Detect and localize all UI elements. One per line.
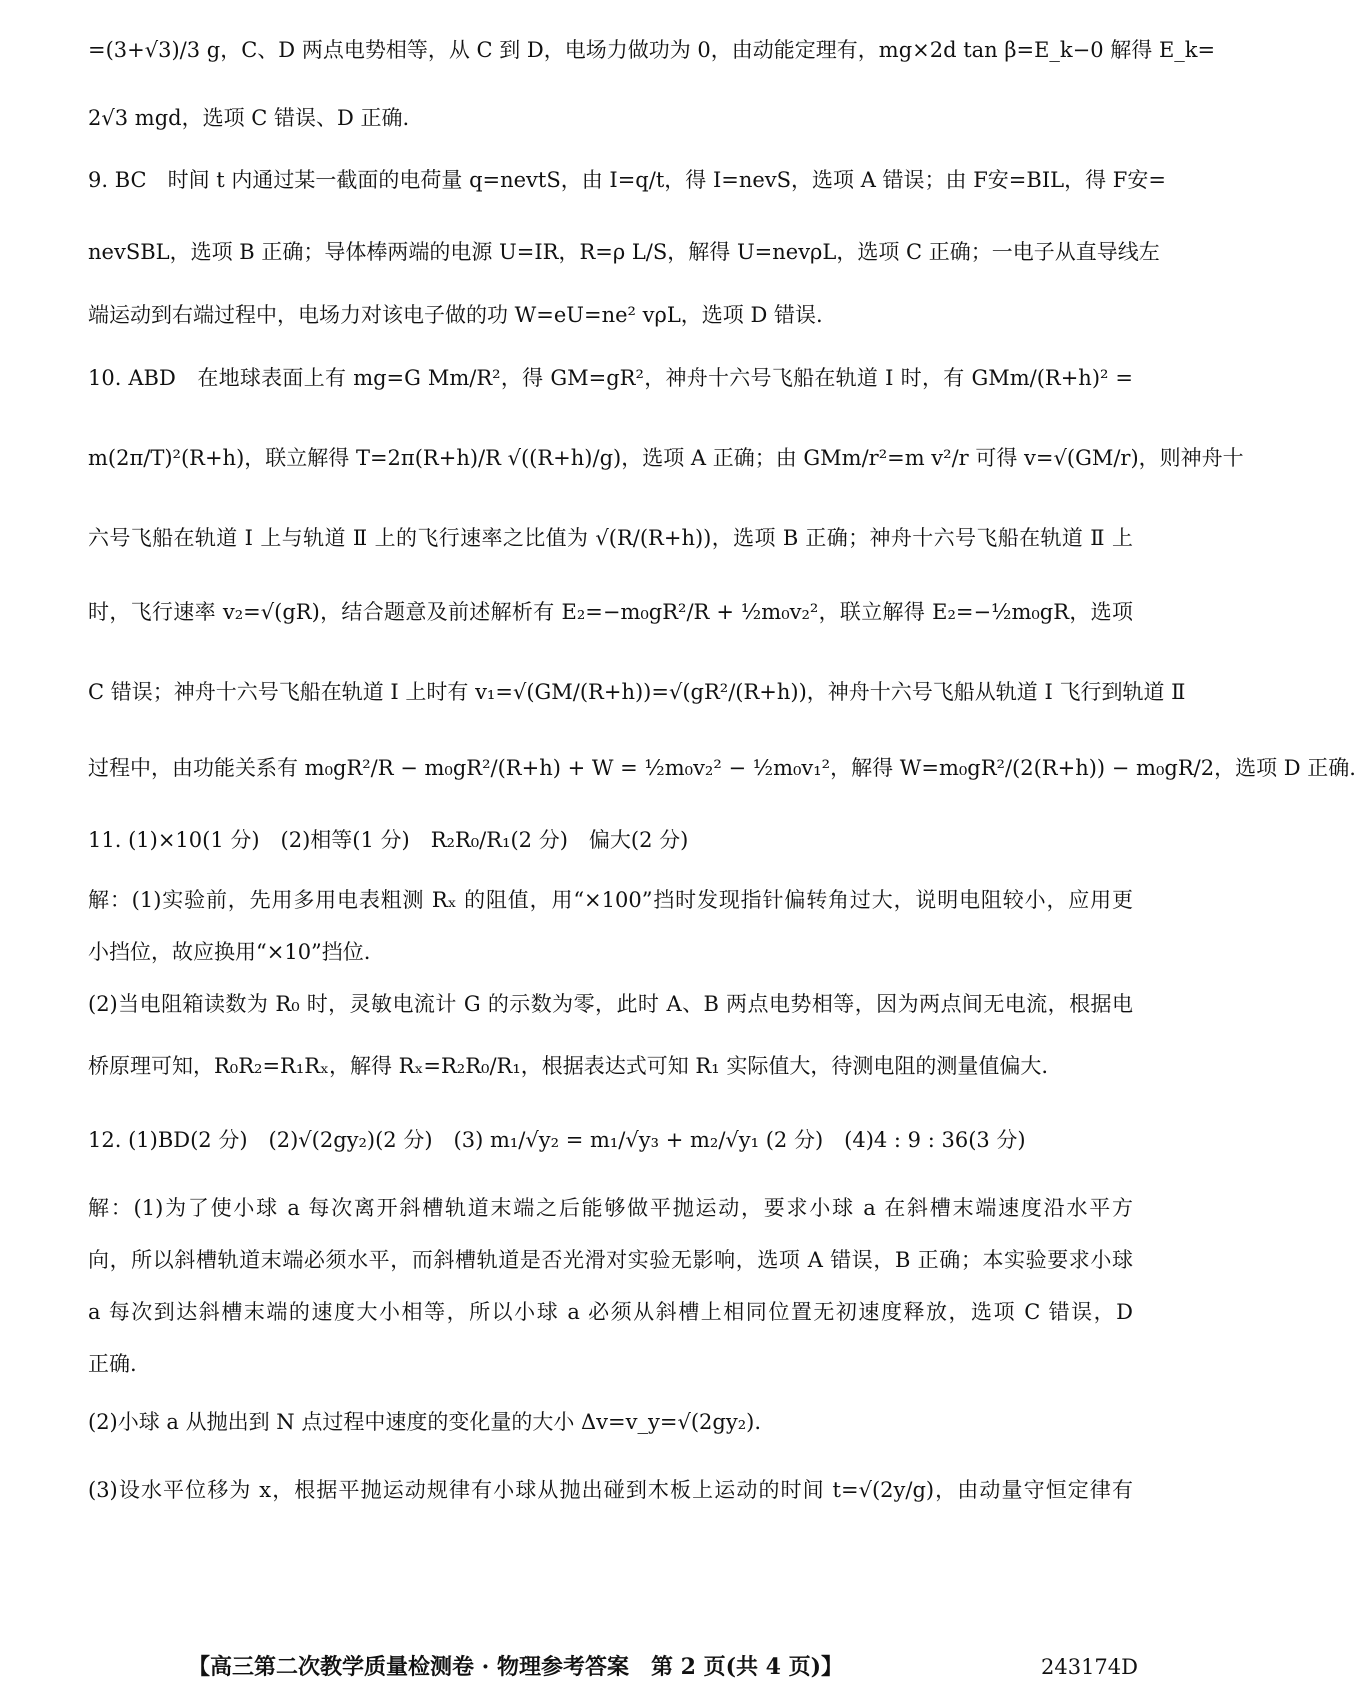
text-line-5: 端运动到右端过程中，电场力对该电子做的功 W=eU=ne² vρL，选项 D 错误. [88,303,823,327]
text-line-7: m(2π/T)²(R+h)，联立解得 T=2π(R+h)/R √((R+h)/g)，选项 A 正确；由 GMm/r²=m v²/r 可得 v=√(GM/r)，则神舟十 [88,446,1244,470]
text-line-4: nevSBL，选项 B 正确；导体棒两端的电源 U=IR，R=ρ L/S，解得 U=nevρL，选项 C 正确；一电子从直导线左 [88,240,1160,264]
text-line-23: (3)设水平位移为 x，根据平抛运动规律有小球从抛出碰到木板上运动的时间 t=√(2y/g)，由动量守恒定律有 [88,1478,1133,1502]
text-line-22: (2)小球 a 从抛出到 N 点过程中速度的变化量的大小 Δv=v_y=√(2gy₂). [88,1410,761,1434]
text-line-8: 六号飞船在轨道 Ⅰ 上与轨道 Ⅱ 上的飞行速率之比值为 √(R/(R+h))，选项 B 正确；神舟十六号飞船在轨道 Ⅱ 上 [88,526,1133,550]
text-line-15: (2)当电阻箱读数为 R₀ 时，灵敏电流计 G 的示数为零，此时 A、B 两点电势相等，因为两点间无电流，根据电 [88,992,1133,1016]
text-line-18: 解：(1)为了使小球 a 每次离开斜槽轨道末端之后能够做平抛运动，要求小球 a 在斜槽末端速度沿水平方 [88,1196,1133,1220]
text-line-9: 时，飞行速率 v₂=√(gR)，结合题意及前述解析有 E₂=−m₀gR²/R + ½m₀v₂²，联立解得 E₂=−½m₀gR，选项 [88,600,1133,624]
page-footer [188,1647,1138,1687]
text-line-11: 过程中，由功能关系有 m₀gR²/R − m₀gR²/(R+h) + W = ½m₀v₂² − ½m₀v₁²，解得 W=m₀gR²/(2(R+h)) − m₀gR/2，选项 D 正确. [88,756,1356,780]
text-line-17: 12. (1)BD(2 分) (2)√(2gy₂)(2 分) (3) m₁/√y₂ = m₁/√y₃ + m₂/√y₁ (2 分) (4)4 : 9 : 36(3 分) [88,1128,1026,1152]
text-line-1: =(3+√3)/3 g，C、D 两点电势相等，从 C 到 D，电场力做功为 0，由动能定理有，mg×2d tan β=E_k−0 解得 E_k= [88,38,1216,62]
text-line-14: 小挡位，故应换用“×10”挡位. [88,940,371,964]
text-line-13: 解：(1)实验前，先用多用电表粗测 Rₓ 的阻值，用“×100”挡时发现指针偏转角过大，说明电阻较小，应用更 [88,888,1133,912]
text-line-21: 正确. [88,1352,137,1376]
text-line-16: 桥原理可知，R₀R₂=R₁Rₓ，解得 Rₓ=R₂R₀/R₁，根据表达式可知 R₁ 实际值大，待测电阻的测量值偏大. [88,1054,1048,1078]
document-code: 243174D [1040,1655,1138,1679]
text-line-6: 10. ABD 在地球表面上有 mg=G Mm/R²，得 GM=gR²，神舟十六号飞船在轨道 Ⅰ 时，有 GMm/(R+h)² = [88,366,1133,390]
text-line-19: 向，所以斜槽轨道末端必须水平，而斜槽轨道是否光滑对实验无影响，选项 A 错误，B 正确；本实验要求小球 [88,1248,1133,1272]
text-line-12: 11. (1)×10(1 分) (2)相等(1 分) R₂R₀/R₁(2 分) 偏大(2 分) [88,828,689,852]
text-line-20: a 每次到达斜槽末端的速度大小相等，所以小球 a 必须从斜槽上相同位置无初速度释放，选项 C 错误，D [88,1300,1133,1324]
text-line-10: C 错误；神舟十六号飞船在轨道 Ⅰ 上时有 v₁=√(GM/(R+h))=√(gR²/(R+h))，神舟十六号飞船从轨道 Ⅰ 飞行到轨道 Ⅱ [88,680,1186,704]
footer-title: 【高三第二次教学质量检测卷 · 物理参考答案 第 2 页(共 4 页)】 [188,1654,844,1680]
text-line-2: 2√3 mgd，选项 C 错误、D 正确. [88,106,410,130]
text-line-3: 9. BC 时间 t 内通过某一截面的电荷量 q=nevtS，由 I=q/t，得 I=nevS，选项 A 错误；由 F安=BIL，得 F安= [88,168,1166,192]
